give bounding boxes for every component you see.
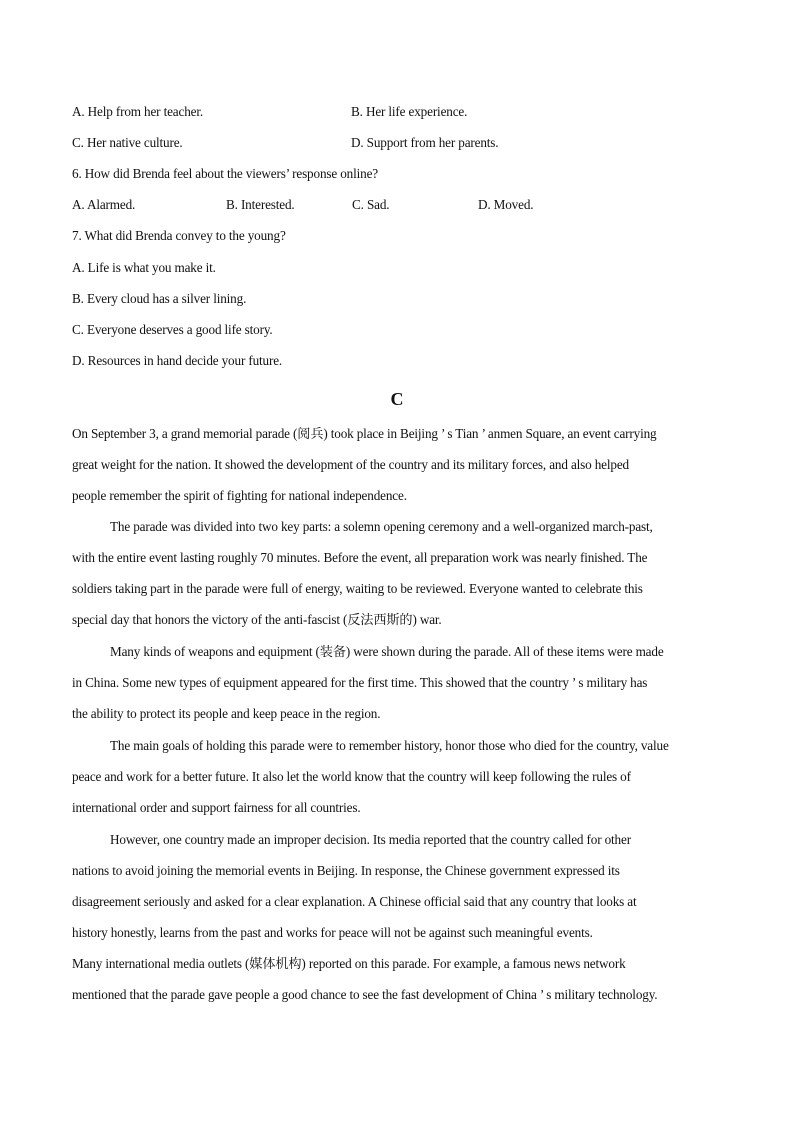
paragraph-6 — [72, 956, 722, 1018]
paragraph-5 — [72, 832, 722, 956]
paragraph-line: special day that honors the victory of the anti-fascist (反法西斯的) war. — [72, 612, 442, 627]
paragraph-line: Many kinds of weapons and equipment (装备) were shown during the parade. All of these items were made — [110, 644, 664, 659]
paragraph-1 — [72, 426, 722, 519]
paragraph-line: international order and support fairness for all countries. — [72, 800, 361, 815]
section-title: C — [390, 389, 404, 409]
paragraph-line: mentioned that the parade gave people a good chance to see the fast development of China ’ s military technology. — [72, 987, 658, 1002]
paragraph-line: However, one country made an improper decision. Its media reported that the country called for other — [110, 832, 631, 847]
q5-option-b: B. Her life experience. — [351, 104, 468, 119]
q5-option-c: C. Her native culture. — [72, 135, 183, 150]
q5-option-d: D. Support from her parents. — [351, 135, 499, 150]
q6-option-b: B. Interested. — [226, 197, 295, 212]
paragraph-line: peace and work for a better future. It also let the world know that the country will keep following the rules of — [72, 769, 631, 784]
q7-option-a: A. Life is what you make it. — [72, 260, 216, 275]
paragraph-4 — [72, 738, 722, 831]
paragraph-line: On September 3, a grand memorial parade (阅兵) took place in Beijing ’ s Tian ’ anmen Square, an event carrying — [72, 426, 657, 441]
paragraph-line: soldiers taking part in the parade were full of energy, waiting to be reviewed. Everyone wanted to celebrate this — [72, 581, 643, 596]
q7-stem: 7. What did Brenda convey to the young? — [72, 228, 286, 243]
q7-option-c: C. Everyone deserves a good life story. — [72, 322, 273, 337]
q6-option-c: C. Sad. — [352, 197, 390, 212]
q7-option-d: D. Resources in hand decide your future. — [72, 353, 283, 368]
paragraph-line: The parade was divided into two key parts: a solemn opening ceremony and a well-organized march-past, — [110, 519, 653, 534]
paragraph-line: Many international media outlets (媒体机构) reported on this parade. For example, a famous news network — [72, 956, 626, 971]
q6-stem: 6. How did Brenda feel about the viewers’ response online? — [72, 166, 378, 181]
paragraph-line: the ability to protect its people and keep peace in the region. — [72, 706, 381, 721]
paragraph-3 — [72, 644, 722, 737]
q6-option-d: D. Moved. — [478, 197, 534, 212]
paragraph-line: with the entire event lasting roughly 70 minutes. Before the event, all preparation work was nearly finished. The — [72, 550, 648, 565]
paragraph-line: nations to avoid joining the memorial events in Beijing. In response, the Chinese government expressed its — [72, 863, 620, 878]
q6-option-a: A. Alarmed. — [72, 197, 136, 212]
q7-option-b: B. Every cloud has a silver lining. — [72, 291, 247, 306]
paragraph-line: people remember the spirit of fighting for national independence. — [72, 488, 407, 503]
paragraph-line: great weight for the nation. It showed the development of the country and its military forces, and also helped — [72, 457, 629, 472]
paragraph-line: history honestly, learns from the past and works for peace will not be against such meaningful events. — [72, 925, 593, 940]
q5-option-a: A. Help from her teacher. — [72, 104, 203, 119]
paragraph-line: The main goals of holding this parade were to remember history, honor those who died for the country, value — [110, 738, 669, 753]
paragraph-line: in China. Some new types of equipment appeared for the first time. This showed that the country ’ s military has — [72, 675, 648, 690]
paragraph-line: disagreement seriously and asked for a clear explanation. A Chinese official said that any country that looks at — [72, 894, 637, 909]
paragraph-2 — [72, 519, 722, 643]
